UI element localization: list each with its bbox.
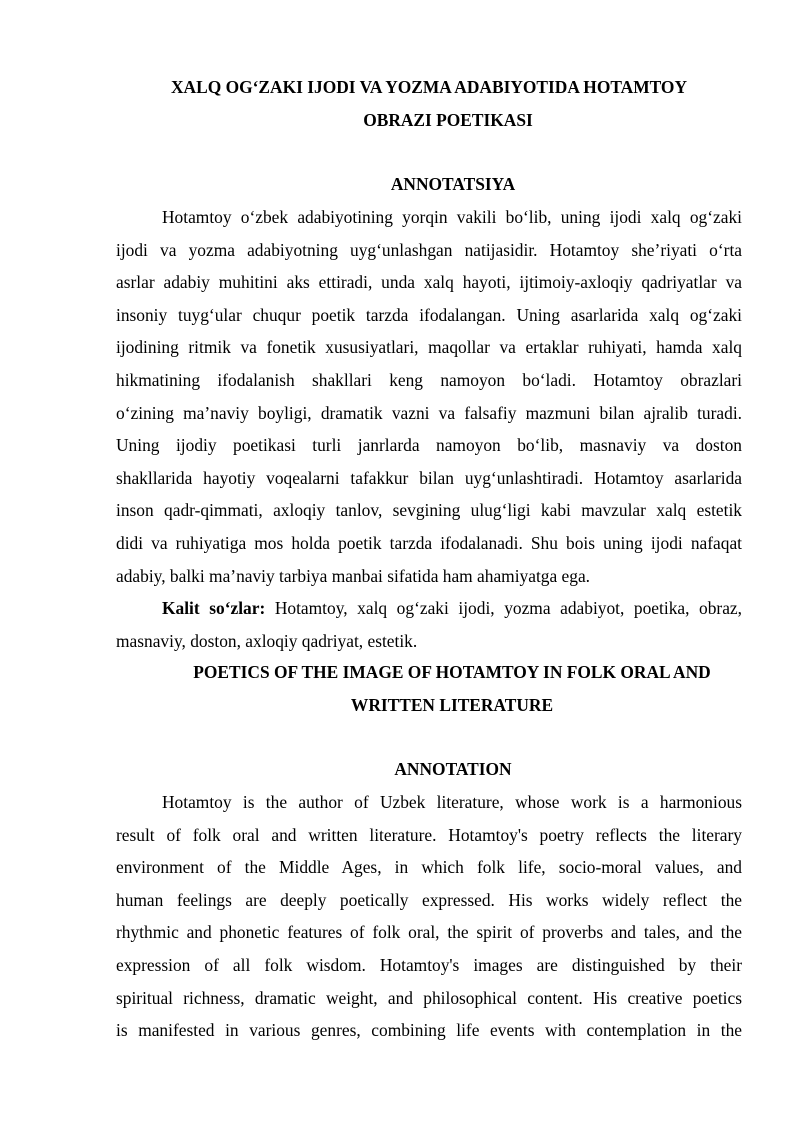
en-title-line-1: POETICS OF THE IMAGE OF HOTAMTOY IN FOLK ORAL AND xyxy=(193,662,711,682)
uz-annotation-paragraph xyxy=(116,201,742,592)
en-annotation-heading: ANNOTATION xyxy=(394,759,512,779)
uz-title xyxy=(116,71,742,136)
en-title xyxy=(116,656,742,721)
paragraph-line: Uning ijodiy poetikasi turli janrlarda namoyon bo‘lib, masnaviy va doston xyxy=(116,435,742,456)
paragraph-line: ijodining ritmik va fonetik xususiyatlari, maqollar va ertaklar ruhiyati, hamda xalq xyxy=(116,337,742,358)
paragraph-line: Hotamtoy o‘zbek adabiyotining yorqin vakili bo‘lib, uning ijodi xalq og‘zaki xyxy=(162,207,742,227)
paragraph-line: expression of all folk wisdom. Hotamtoy's images are distinguished by their xyxy=(116,954,742,975)
keywords-label: Kalit so‘zlar: xyxy=(162,598,266,618)
en-annotation-paragraph xyxy=(116,786,742,1047)
paragraph-line: is manifested in various genres, combining life events with contemplation in the xyxy=(116,1020,742,1041)
uz-annotation-heading: ANNOTATSIYA xyxy=(390,174,516,194)
paragraph-line: inson qadr-qimmati, axloqiy tanlov, sevgining ulug‘ligi kabi mavzular xalq estetik xyxy=(116,500,742,521)
en-title-line-2: WRITTEN LITERATURE xyxy=(350,694,554,715)
uz-title-line-1: XALQ OG‘ZAKI IJODI VA YOZMA ADABIYOTIDA HOTAMTOY xyxy=(171,77,687,97)
uz-keywords xyxy=(116,592,742,657)
paragraph-line: o‘zining ma’naviy boyligi, dramatik vazni va falsafiy mazmuni bilan ajralib turadi. xyxy=(116,402,742,423)
paragraph-line: Hotamtoy is the author of Uzbek literature, whose work is a harmonious xyxy=(162,792,742,812)
paragraph-line: adabiy, balki ma’naviy tarbiya manbai sifatida ham ahamiyatga ega. xyxy=(116,565,591,586)
paragraph-line: ijodi va yozma adabiyotning uyg‘unlashgan natijasidir. Hotamtoy she’riyati o‘rta xyxy=(116,239,742,260)
paragraph-line: human feelings are deeply poetically expressed. His works widely reflect the xyxy=(116,889,742,910)
paragraph-line: hikmatining ifodalanish shakllari keng namoyon bo‘ladi. Hotamtoy obrazlari xyxy=(116,369,742,390)
paragraph-line: spiritual richness, dramatic weight, and philosophical content. His creative poetics xyxy=(116,987,742,1008)
paragraph-line: didi va ruhiyatiga mos holda poetik tarzda ifodalanadi. Shu bois uning ijodi nafaqat xyxy=(116,532,742,553)
paragraph-line: shakllarida hayotiy voqealarni tafakkur bilan uyg‘unlashtiradi. Hotamtoy asarlarida xyxy=(116,467,742,488)
keywords-line-2: masnaviy, doston, axloqiy qadriyat, estetik. xyxy=(116,630,418,651)
keywords-line-1 xyxy=(116,592,742,625)
keywords-text: Hotamtoy, xalq og‘zaki ijodi, yozma adabiyot, poetika, obraz, xyxy=(265,598,742,618)
paragraph-line: result of folk oral and written literature. Hotamtoy's poetry reflects the literary xyxy=(116,824,742,845)
paragraph-line: environment of the Middle Ages, in which folk life, socio-moral values, and xyxy=(116,857,742,878)
uz-title-line-2: OBRAZI POETIKASI xyxy=(363,109,533,130)
paragraph-line: rhythmic and phonetic features of folk oral, the spirit of proverbs and tales, and the xyxy=(116,922,742,943)
paragraph-line: insoniy tuyg‘ular chuqur poetik tarzda ifodalangan. Uning asarlarida xalq og‘zaki xyxy=(116,304,742,325)
paragraph-line: asrlar adabiy muhitini aks ettiradi, unda xalq hayoti, ijtimoiy-axloqiy qadriyatlar va xyxy=(116,272,742,293)
